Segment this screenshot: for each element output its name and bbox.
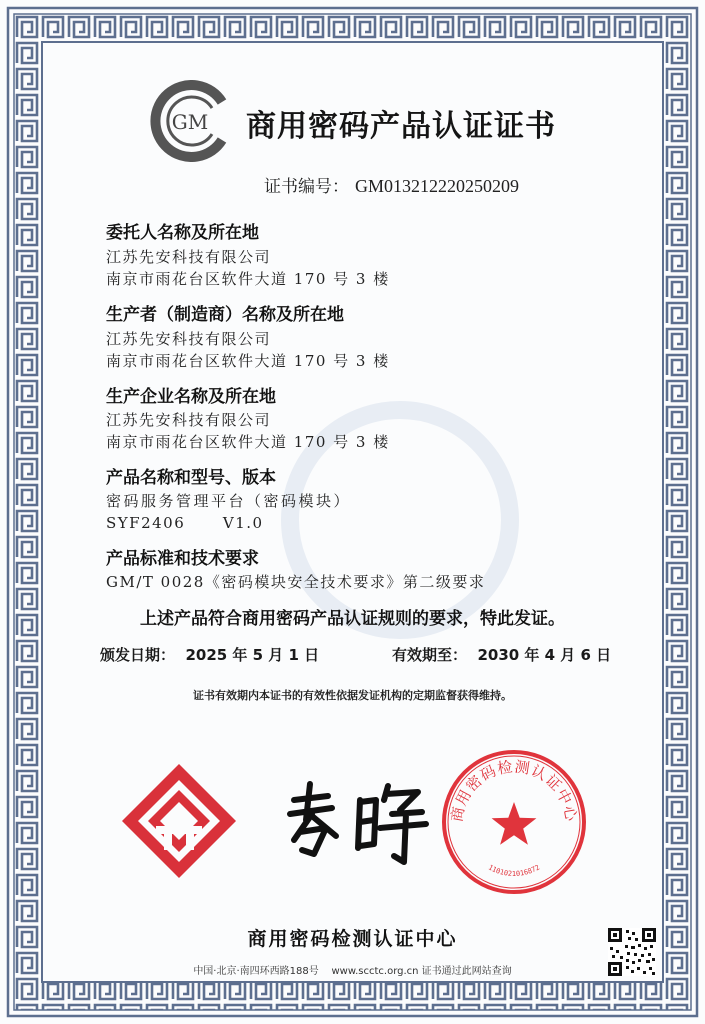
factory-heading: 生产企业名称及所在地 <box>106 387 276 407</box>
standard-heading: 产品标准和技术要求 <box>106 549 259 569</box>
manufacturer-heading: 生产者（制造商）名称及所在地 <box>106 305 344 325</box>
factory-name: 江苏先安科技有限公司 <box>106 411 272 429</box>
manufacturer-address: 南京市雨花台区软件大道 170 号 3 楼 <box>106 352 390 370</box>
certificate-number <box>264 172 519 197</box>
issue-date: 颁发日期： 2025 年 5 月 1 日 <box>100 646 320 664</box>
valid-until-date: 有效期至： 2030 年 4 月 6 日 <box>392 646 612 664</box>
validity-note: 证书有效期内本证书的有效性依据发证机构的定期监督获得维持。 <box>193 689 512 702</box>
gm-logo <box>150 80 232 162</box>
certificate-title: 商用密码产品认证证书 <box>246 109 556 144</box>
issuing-authority: 商用密码检测认证中心 <box>247 928 458 950</box>
gm-logo-text: GM <box>171 110 209 134</box>
handwritten-signature <box>276 770 436 870</box>
footer-address: 中国·北京·南四环西路188号 www.scctc.org.cn 证书通过此网站查询 <box>193 966 512 977</box>
certification-emblem <box>120 762 238 880</box>
seal-code: 1101021016872 <box>486 863 542 878</box>
seal-text: 商用密码检测认证中心 <box>447 757 581 824</box>
svg-text:1101021016872 <box>487 863 541 878</box>
client-address: 南京市雨花台区软件大道 170 号 3 楼 <box>106 270 390 288</box>
client-heading: 委托人名称及所在地 <box>106 223 259 243</box>
qr-code[interactable] <box>608 928 656 976</box>
declaration-text: 上述产品符合商用密码产品认证规则的要求，特此发证。 <box>140 609 565 629</box>
certificate-number-value: GM013212220250209 <box>355 176 520 196</box>
certificate-number-label: 证书编号： <box>264 177 349 197</box>
official-seal <box>440 748 588 896</box>
product-model-version: SYF2406 V1.0 <box>106 514 264 532</box>
product-name: 密码服务管理平台（密码模块） <box>106 492 352 510</box>
product-heading: 产品名称和型号、版本 <box>106 468 276 488</box>
standard-requirement: GM/T 0028《密码模块安全技术要求》第二级要求 <box>106 573 486 591</box>
manufacturer-name: 江苏先安科技有限公司 <box>106 330 272 348</box>
client-name: 江苏先安科技有限公司 <box>106 248 272 266</box>
factory-address: 南京市雨花台区软件大道 170 号 3 楼 <box>106 433 390 451</box>
